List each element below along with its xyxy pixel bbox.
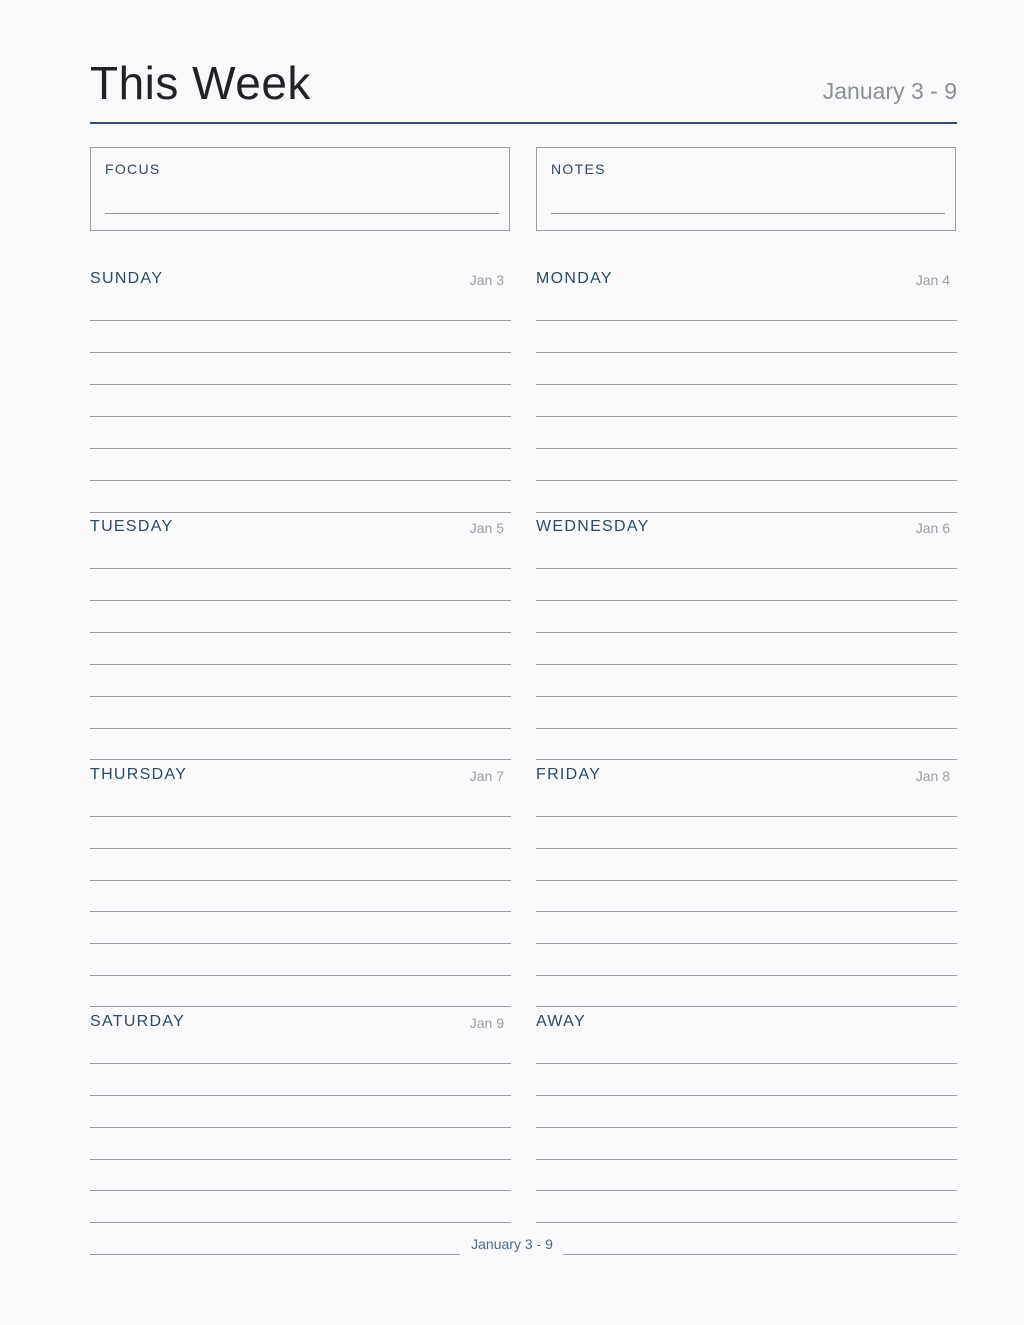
- write-line: [536, 1222, 957, 1223]
- day-date: Jan 8: [915, 768, 950, 784]
- day-section-thursday[interactable]: [90, 752, 511, 1000]
- write-line: [90, 448, 511, 449]
- day-date: Jan 7: [469, 768, 504, 784]
- day-section-friday[interactable]: [536, 752, 957, 1000]
- write-line: [90, 911, 511, 912]
- write-line: [536, 480, 957, 481]
- day-section-wednesday[interactable]: [536, 504, 957, 752]
- write-line: [90, 943, 511, 944]
- day-name: SUNDAY: [90, 270, 164, 287]
- write-line: [536, 1159, 957, 1160]
- write-line: [536, 384, 957, 385]
- write-line: [90, 568, 511, 569]
- write-line: [536, 320, 957, 321]
- notes-label: NOTES: [551, 161, 606, 177]
- write-line: [90, 632, 511, 633]
- write-line: [536, 943, 957, 944]
- day-section-saturday[interactable]: [90, 999, 511, 1247]
- day-section-tuesday[interactable]: [90, 504, 511, 752]
- title-divider: [90, 122, 957, 124]
- write-line: [90, 664, 511, 665]
- footer-date-range: January 3 - 9: [471, 1236, 553, 1252]
- write-line: [536, 816, 957, 817]
- day-date: Jan 6: [915, 520, 950, 536]
- write-line: [90, 816, 511, 817]
- write-line: [536, 975, 957, 976]
- write-line: [90, 848, 511, 849]
- day-date: Jan 5: [469, 520, 504, 536]
- day-name: THURSDAY: [90, 766, 188, 783]
- write-line: [536, 880, 957, 881]
- write-line: [90, 384, 511, 385]
- write-line: [90, 1127, 511, 1128]
- write-line: [536, 911, 957, 912]
- write-line: [536, 568, 957, 569]
- write-line: [90, 975, 511, 976]
- write-line: [90, 480, 511, 481]
- write-line: [536, 696, 957, 697]
- focus-write-line: [105, 213, 499, 214]
- focus-label: FOCUS: [105, 161, 161, 177]
- write-line: [90, 1222, 511, 1223]
- write-line: [90, 352, 511, 353]
- notes-write-line: [551, 213, 945, 214]
- write-line: [90, 320, 511, 321]
- day-date: Jan 4: [915, 272, 950, 288]
- write-line: [536, 352, 957, 353]
- write-line: [536, 632, 957, 633]
- write-line: [90, 1095, 511, 1096]
- write-line: [90, 600, 511, 601]
- day-name: TUESDAY: [90, 518, 174, 535]
- write-line: [90, 1159, 511, 1160]
- write-line: [536, 1063, 957, 1064]
- write-line: [536, 664, 957, 665]
- day-date: Jan 9: [469, 1015, 504, 1031]
- day-name: MONDAY: [536, 270, 613, 287]
- day-section-sunday[interactable]: [90, 256, 511, 504]
- write-line: [536, 728, 957, 729]
- write-line: [90, 696, 511, 697]
- day-section-monday[interactable]: [536, 256, 957, 504]
- footer-rule-right: [563, 1254, 957, 1255]
- write-line: [90, 1190, 511, 1191]
- date-range: January 3 - 9: [822, 78, 957, 104]
- day-name: WEDNESDAY: [536, 518, 650, 535]
- write-line: [536, 1095, 957, 1096]
- day-name: FRIDAY: [536, 766, 602, 783]
- write-line: [536, 848, 957, 849]
- page-title: This Week: [90, 57, 311, 109]
- write-line: [90, 1063, 511, 1064]
- write-line: [90, 416, 511, 417]
- write-line: [536, 448, 957, 449]
- write-line: [536, 1190, 957, 1191]
- footer-rule-left: [90, 1254, 460, 1255]
- section-away[interactable]: [536, 999, 957, 1247]
- write-line: [536, 600, 957, 601]
- day-date: Jan 3: [469, 272, 504, 288]
- write-line: [536, 1127, 957, 1128]
- write-line: [90, 880, 511, 881]
- away-label: AWAY: [536, 1013, 586, 1030]
- write-line: [536, 416, 957, 417]
- focus-box[interactable]: [90, 147, 510, 231]
- notes-box[interactable]: [536, 147, 956, 231]
- write-line: [90, 728, 511, 729]
- day-name: SATURDAY: [90, 1013, 186, 1030]
